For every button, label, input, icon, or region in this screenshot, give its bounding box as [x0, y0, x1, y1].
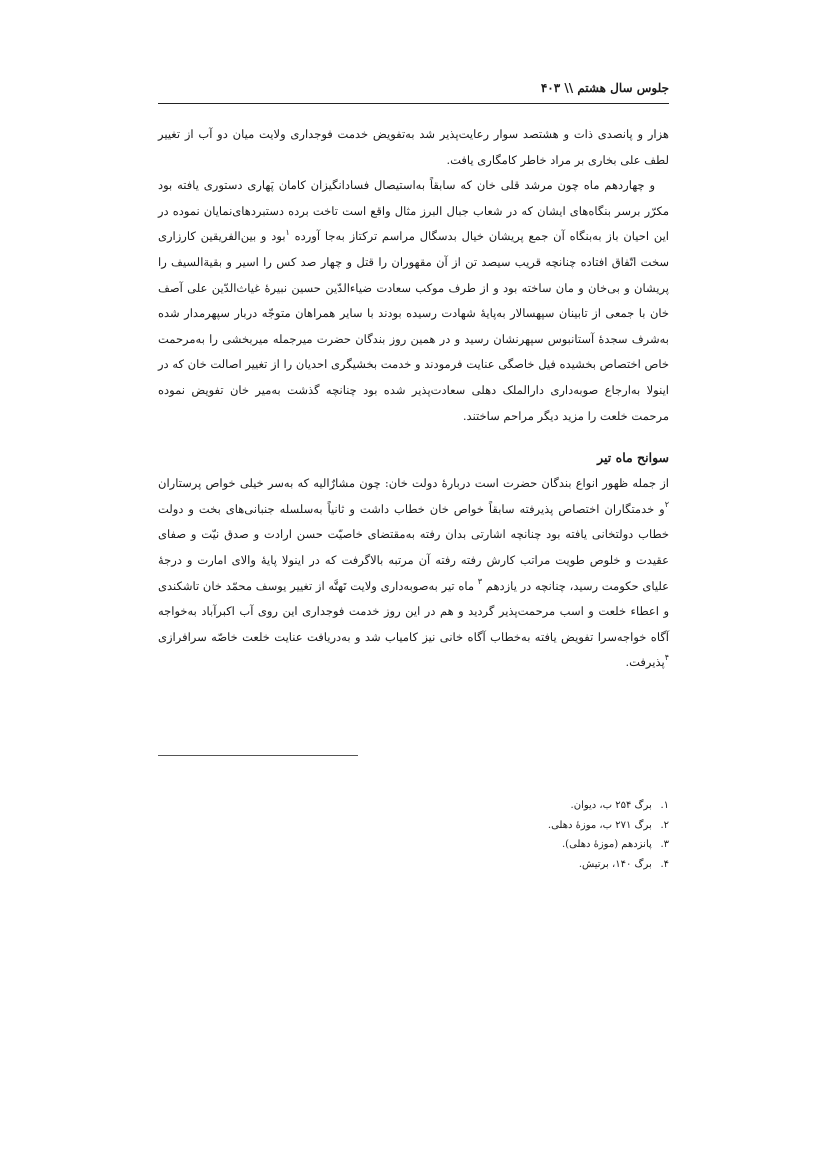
footnote-number: ۱. — [660, 800, 669, 811]
footnote-item — [158, 796, 669, 816]
footnote-number: ۲. — [660, 819, 669, 831]
footnote-marker: ۱ — [285, 227, 290, 237]
footnote-item — [158, 855, 669, 875]
main-text — [158, 122, 669, 676]
text-run: و خدمتگاران اختصاص پذیرفته سابقاً خواص خان خطاب داشت و ثانیاً به‌سلسله جنبانی‌های بخت و دولت خطاب دولتخانی یافته بود چنانچه اشارتی بدان رفته به‌مقتضای خاصیّت حسن ارادت و صدق نیّت و صفای عقیدت و خلوص طویت مراتب کارش رفته رفته آن مرتبه بالاگرفت که در اینولا پایهٔ والای امارت و درجهٔ علیای حکومت رسید، چنانچه در یازدهم — [158, 501, 669, 593]
header-rule — [158, 103, 669, 104]
section-heading: سوانح ماه تیر — [597, 450, 669, 466]
text-run: بود و بین‌الفریقین کارزاری سخت اتّفاق افتاده چنانچه قریب سیصد تن از آن مقهوران را قتل و چهار صد کس را اسیر و بقیةالسیف را پریشان و بی‌خان و مان ساخته بود و از طرف موکب سعادت ضیاءالدّین حسین نبیرهٔ غیاث‌الدّین علی آصف خان با جمعی از تابینان سپهسالار به‌پایهٔ شهادت رسیده بودند با سایر همراهان متوجّه دربار سپهرمدار شده به‌شرف سجدهٔ آستانبوس سپهرنشان رسید و در همین روز بندگان حضرت میرجمله میربخشی را به‌مرحمت خاص اختصاص بخشیده فیل خاصگی عنایت فرمودند و خدمت بخشیگری احدیان را از تغییر اصالت خان که در اینولا به‌ارجاع صوبه‌داری دارالملک دهلی سعادت‌پذیر شده بود چنانچه گذشت به‌میر خان تفویض نموده مرحمت خلعت را مزید دیگر مراحم ساختند. — [158, 229, 669, 423]
text-run: هزار و پانصدی ذات و هشتصد سوار رعایت‌پذیر شد به‌تفویض خدمت فوجداری ولایت میان دو آب از تغییر لطف علی بخاری بر مراد خاطر کامگاری یافت. — [158, 127, 669, 167]
footnote-number: ۴. — [660, 858, 669, 870]
text-run: از جمله ظهور انواع بندگان حضرت است دربارهٔ دولت خان: چون مشارٌالیه که به‌سر خیلی خواص پرستاران — [158, 476, 669, 491]
text-run: و چهاردهم ماه چون مرشد قلی خان که سابقاً به‌استیصال فسادانگیزان کامان پَهاری دستوری یافته بود مکرّر برسر بنگاه‌های ایشان که در شعاب جبال البرز مثال واقع است تاخت برده دستبردهای‌نمایان نموده در این احیان باز به‌بنگاه آن جمع پریشان خیال بدسگال مراسم ترکتاز به‌جا آورده — [158, 178, 669, 244]
footnote-text: برگ ۲۵۴ ب، دیوان. — [570, 800, 652, 811]
footnote-text: برگ ۱۴۰، برتیش. — [578, 858, 652, 870]
paragraph-1 — [158, 122, 669, 173]
footnotes — [158, 796, 669, 874]
footnote-item — [158, 816, 669, 836]
footnote-marker: ۴ — [664, 653, 669, 663]
paragraph-2 — [158, 173, 669, 429]
footnote-text: پانزدهم (موزهٔ دهلی). — [561, 839, 652, 850]
running-header: جلوس سال هشتم \\ ۴۰۳ — [540, 81, 669, 95]
footnote-item — [158, 835, 669, 855]
footnote-marker: ۳ — [477, 576, 483, 586]
book-page — [158, 0, 669, 1169]
footnote-text: برگ ۲۷۱ ب، موزهٔ دهلی. — [547, 819, 652, 831]
text-run: ماه تیر به‌صوبه‌داری ولایت تَهتَّه از تغییر یوسف محمّد خان تاشکندی و اعطاء خلعت و اسب مرحمت‌پذیر گردید و هم در این روز خدمت فوجداری این روی آب اکبرآباد به‌خواجه آگاه خواجه‌سرا تفویض یافته به‌خطاب آگاه خانی نیز کامیاب شد و به‌دریافت عنایت خلعت خاصّه سرافرازی — [158, 578, 669, 644]
text-run: پذیرفت. — [625, 655, 665, 670]
footnote-rule — [158, 755, 358, 756]
paragraph-3 — [158, 471, 669, 676]
footnote-marker: ۲ — [664, 499, 669, 509]
footnote-number: ۳. — [660, 839, 669, 850]
